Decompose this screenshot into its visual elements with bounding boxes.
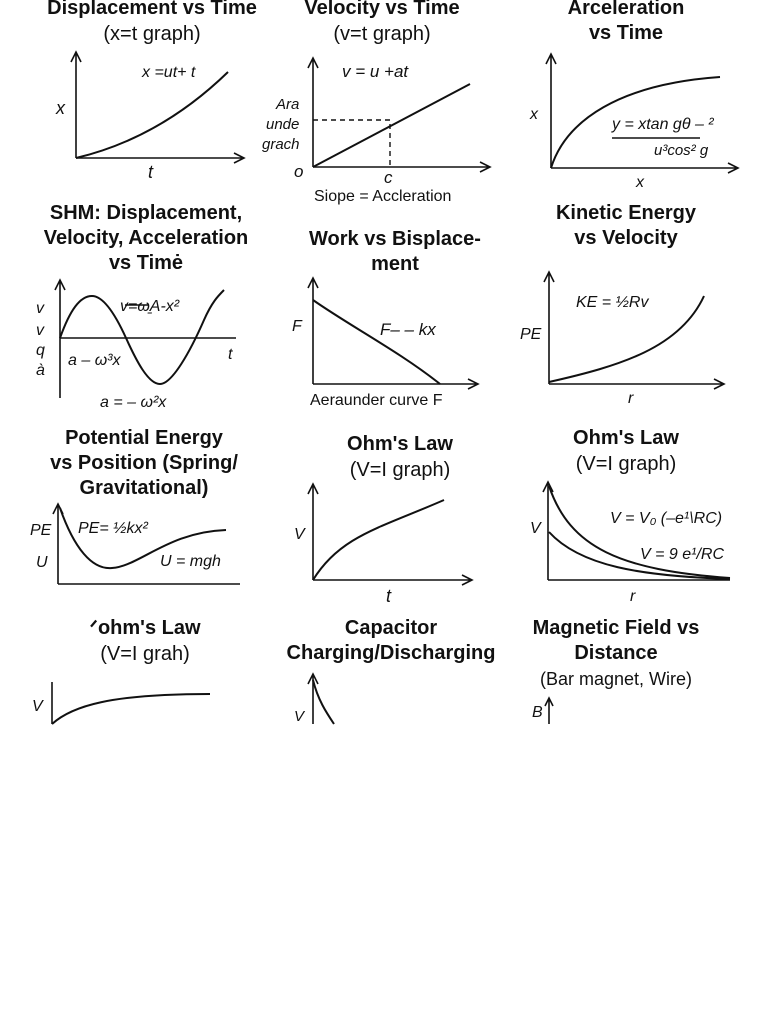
equation-1: V = V₀ (–e¹\RC) [610,510,723,527]
y-axis-label: x [530,106,538,123]
equation: v = u +at [342,62,409,81]
area-label-2: unde [266,116,300,133]
panel-title: Displacement vs Time [47,0,257,19]
panel-title-line-2: ment [371,253,419,275]
panel-title-line-1: Work vs Bisplace- [309,228,481,250]
y-axis-label: V [294,526,305,543]
y-axis-label: V [294,708,305,725]
panel-title: Velocity vs Time [304,0,460,19]
x-axis-label: t [386,586,392,606]
panel-subtitle: (V=I graph) [575,453,677,475]
panel-title-line-3: vs Timė [108,252,184,274]
y-label-q: q [36,342,45,359]
panel-title: Ohm's Law [573,427,679,449]
panel-subtitle: (x=t graph) [103,23,201,45]
y-label-a: à [36,362,45,379]
equation-spring: PE= ½kx² [78,520,148,537]
equation-numerator: y = xtan gθ – ² [612,116,714,133]
area-label-3: grach [262,136,300,153]
y-label-v1: v [36,300,44,317]
y-axis-label: V [530,520,541,537]
panel-title-line-2: Velocity, Acceleration [43,227,249,249]
panel-title-line-1: Kinetic Energy [555,202,697,224]
y-axis-label: B [532,704,543,721]
c-label: c [384,168,393,187]
panel-title-line-1: SHM: Displacement, [49,202,243,224]
y-axis-label: F [292,318,302,335]
x-axis-label: r [630,588,636,605]
panel-title-line-3: (Bar magnet, Wire) [539,669,693,689]
panel-title-line-1: Magnetic Field vs [532,617,700,639]
equation: KE = ½Rv [576,294,649,311]
panel-title-line-2: Charging/Discharging [286,642,496,664]
equation-top: v=ω̱A-x² [120,298,180,315]
panel-title-line-2: vs Velocity [574,227,678,249]
equation-2: V = 9 e¹/RC [640,546,725,563]
panel-subtitle: (V=I graph) [349,459,451,481]
panel-title-line-2: Distance [574,642,658,664]
equation-gravity: U = mgh [160,553,221,570]
panel-title-line-2: vs Time [588,22,664,44]
y-axis-label: PE [520,326,542,343]
equation: x =ut+ t [142,64,196,81]
panel-title: ᐟohm's Law [89,617,201,639]
x-axis-label: t [148,162,154,182]
y-label-v2: v [36,322,44,339]
x-axis-label: t [228,346,233,363]
equation-denominator: u³cos² g [654,142,709,159]
x-axis-label: x [636,174,644,191]
y-axis-label: V [32,698,43,715]
caption: Siope = Accleration [314,188,452,205]
x-axis-label: r [628,390,634,407]
panel-title-line-1: Capacitor [344,617,438,639]
caption: Aeraunder curve F [310,392,443,409]
equation: F– – kx [380,320,436,339]
y-axis-label: x [56,98,65,118]
equation-mid: a – ω³x [68,352,121,369]
panel-title-line-1: Arceleration [567,0,685,19]
panel-title-line-1: Potential Energy [65,427,223,449]
panel-subtitle: (v=t graph) [333,23,431,45]
panel-title-line-3: Gravitational) [79,477,209,499]
y-axis-label-u: U [36,554,48,571]
panel-subtitle: (V=I grah) [100,643,190,665]
area-label-1: Ara [276,96,300,113]
origin-label: o [294,162,304,181]
panel-title-line-2: vs Position (Spring/ [50,452,238,474]
panel-title: Ohm's Law [347,433,453,455]
equation-bottom: a = – ω²x [100,394,167,411]
y-axis-label-pe: PE [30,522,52,539]
